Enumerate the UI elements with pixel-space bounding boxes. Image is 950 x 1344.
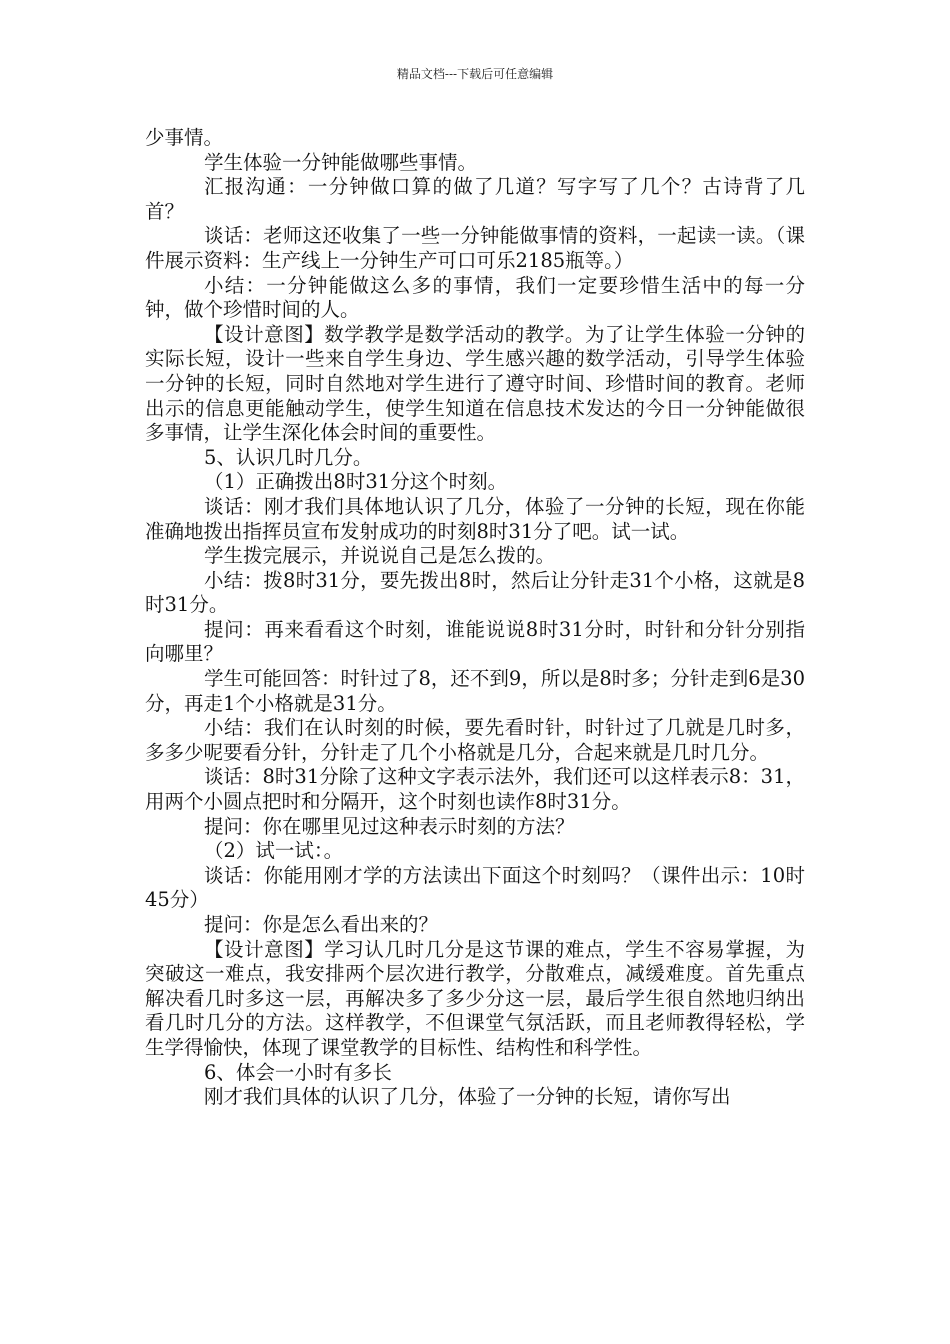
subsection-heading: （2）试一试：。 — [204, 839, 344, 863]
paragraph: 提问：你在哪里见过这种表示时刻的方法？ — [204, 814, 575, 838]
paragraph: 学生可能回答：时针过了8，还不到9，所以是8时多；分针走到6是30分，再走1个小格就是31分。 — [145, 667, 805, 715]
design-intent-paragraph: 【设计意图】数学教学是数学活动的教学。为了让学生体验一分钟的实际长短，设计一些来自学生身边、学生感兴趣的数学活动，引导学生体验一分钟的长短，同时自然地对学生进行了遵守时间、珍惜时间的教育。老师出示的信息更能触动学生，使学生知道在信息技术发达的今日一分钟能做很多事情，让学生深化体会时间的重要性。 — [145, 322, 805, 445]
paragraph: 小结：我们在认时刻的时候，要先看时针，时针过了几就是几时多，多多少呢要看分针，分针走了几个小格就是几分，合起来就是几时几分。 — [145, 716, 805, 764]
page-header: 精品文档---下载后可任意编辑 — [396, 67, 554, 81]
paragraph: 少事情。 — [145, 126, 224, 149]
paragraph: 学生体验一分钟能做哪些事情。 — [204, 150, 478, 174]
section-heading: 5、认识几时几分。 — [204, 445, 373, 469]
paragraph: 学生拨完展示，并说说自己是怎么拨的。 — [204, 544, 556, 568]
paragraph: 提问：再来看看这个时刻，谁能说说8时31分时，时针和分针分别指向哪里？ — [145, 617, 805, 666]
subsection-heading: （1）正确拨出8时31分这个时刻。 — [204, 470, 508, 494]
paragraph: 小结：一分钟能做这么多的事情，我们一定要珍惜生活中的每一分钟，做个珍惜时间的人。 — [145, 273, 805, 322]
paragraph: 谈话：8时31分除了这种文字表示法外，我们还可以这样表示8：31，用两个小圆点把时和分隔开，这个时刻也读作8时31分。 — [145, 765, 805, 814]
paragraph: 提问：你是怎么看出来的？ — [204, 913, 439, 936]
design-intent-paragraph: 【设计意图】学习认几时几分是这节课的难点，学生不容易掌握，为突破这一难点，我安排两个层次进行教学，分散难点，减缓难度。首先重点解决看几时多这一层，再解决多了多少分这一层，最后学生很自然地归纳出看几时几分的方法。这样教学，不但课堂气氛活跃，而且老师教得轻松，学生学得愉快，体现了课堂教学的目标性、结构性和科学性。 — [145, 937, 805, 1059]
paragraph: 谈话：你能用刚才学的方法读出下面这个时刻吗？（课件出示：10时45分） — [145, 863, 805, 912]
paragraph: 刚才我们具体的认识了几分，体验了一分钟的长短，请你写出 — [204, 1085, 731, 1109]
paragraph: 汇报沟通：一分钟做口算的做了几道？写字写了几个？古诗背了几首？ — [145, 175, 805, 223]
section-heading: 6、体会一小时有多长 — [204, 1060, 392, 1084]
paragraph: 小结：拨8时31分，要先拨出8时，然后让分针走31个小格，这就是8时31分。 — [145, 568, 805, 617]
paragraph: 谈话：老师这还收集了一些一分钟能做事情的资料，一起读一读。（课件展示资料：生产线上一分钟生产可口可乐2185瓶等。） — [145, 224, 805, 272]
document-body — [145, 126, 805, 1110]
paragraph: 谈话：刚才我们具体地认识了几分，体验了一分钟的长短，现在你能准确地拨出指挥员宣布发射成功的时刻8时31分了吧。试一试。 — [145, 494, 805, 543]
